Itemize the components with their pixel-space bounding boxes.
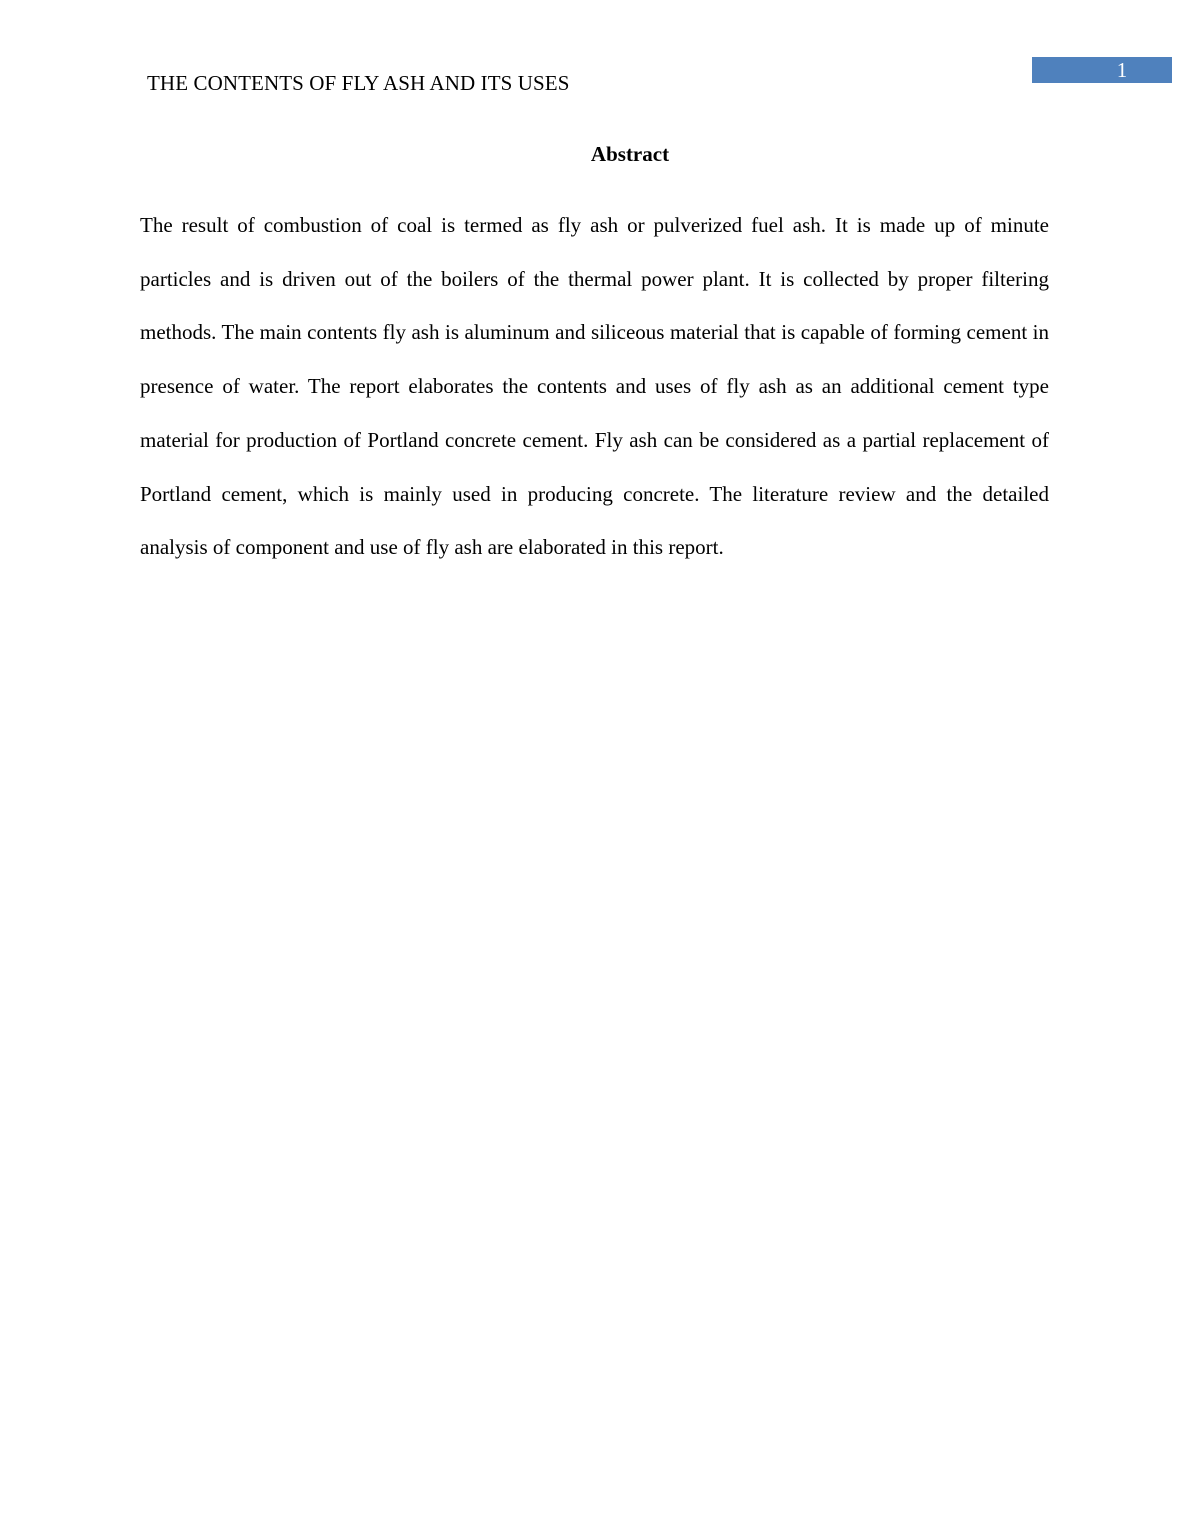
section-title: Abstract xyxy=(590,142,670,166)
running-head: THE CONTENTS OF FLY ASH AND ITS USES xyxy=(147,71,570,95)
abstract-paragraph: The result of combustion of coal is termed as fly ash or pulverized fuel ash. It is made up of minute particles and is driven out of the boilers of the thermal power plant. It is collected by proper filtering methods. The main contents fly ash is aluminum and siliceous material that is capable of forming cement in presence of water. The report elaborates the contents and uses of fly ash as an additional cement type material for production of Portland concrete cement. Fly ash can be considered as a partial replacement of Portland cement, which is mainly used in producing concrete. The literature review and the detailed analysis of component and use of fly ash are elaborated in this report. xyxy=(140,213,1049,560)
page-number: 1 xyxy=(1032,57,1172,83)
